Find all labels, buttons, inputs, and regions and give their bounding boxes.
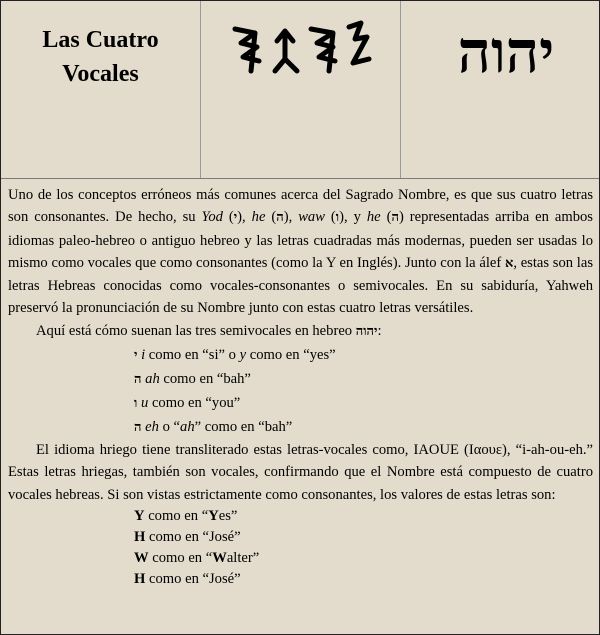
semivowels-intro-text: Aquí está cómo suenan las tres semivocales en hebreo: [36, 322, 356, 339]
consonant-letter: Y: [134, 507, 145, 524]
list-item: [134, 343, 593, 367]
consonant-pre: como en “: [148, 507, 209, 524]
semivowel-desc-alt: como en “yes”: [249, 347, 336, 364]
semivowel-char: י: [134, 348, 138, 364]
he-char-1: ה: [276, 210, 284, 226]
semivowels-intro-colon: :: [377, 322, 382, 339]
semivowel-char: ה: [134, 372, 142, 388]
intro-paragraph: Uno de los conceptos erróneos más comunes acerca del Sagrado Nombre, es que sus cuatro letras son consonantes. De hecho, su Yod (י), he (ה), waw (ו), y he (ה) representadas arriba en ambos idiomas paleo-hebreo o antiguo hebreo y las letras cuadradas más modernas, pueden ser usadas lo mismo como vocales que como consonantes (como la Y en Inglés). Junto con la álef א, estas son las letras Hebreas conocidas como vocales-consonantes o semivocales. En su sabiduría, Yahweh preservó la pronunciación de su Nombre junto con estas cuatro letras versátiles.: [8, 187, 593, 317]
hebrew-tetragrammaton: יהוה: [457, 18, 555, 86]
greek-paragraph: El idioma hriego tiene transliterado estas letras-vocales como, IAOUE (Ιαουε), “i-ah-ou-eh.” Estas letras hriegas, también son vocales, confirmando que el Nombre está compuesto de cuatro vocales hebreas. Si son vistas estrictamente como consonantes, los valores de estas letras son:: [8, 442, 593, 503]
semivowel-desc: como en “you”: [151, 395, 241, 412]
list-item: [134, 415, 593, 439]
yod-char: י: [233, 210, 238, 226]
title-line-2: Vocales: [62, 61, 139, 87]
list-item: [134, 367, 593, 391]
paleo-waw-glyph: [275, 31, 297, 71]
article-body: [8, 184, 593, 590]
consonant-letter: W: [134, 549, 149, 566]
intro-text-3: , estas son las letras Hebreas conocidas como vocales-consonantes o semivocales. En su sabiduría, Yahweh preservó la pronunciación de su Nombre junto con estas cuatro letras versátiles.: [8, 254, 593, 317]
alef-char: א: [504, 255, 514, 271]
paleo-he-glyph-1: [235, 29, 259, 71]
waw-char: ו: [335, 210, 340, 226]
he-word-2: he: [366, 209, 381, 226]
semivowel-list: [8, 343, 593, 439]
title-cell: [1, 1, 201, 178]
semivowel-roman: eh: [145, 419, 159, 436]
semivowels-intro: [8, 320, 593, 343]
list-item: [134, 548, 593, 569]
semivowel-desc: como en “bah”: [163, 371, 251, 388]
semivowel-roman-alt: y: [239, 347, 247, 364]
consonant-letter: H: [134, 528, 146, 545]
semivowel-desc: como en “si” o: [148, 347, 240, 364]
paleo-he-glyph-2: [311, 29, 335, 71]
paleo-hebrew-cell: [201, 1, 401, 178]
consonant-pre: como en “: [149, 570, 209, 587]
intro-text-1: Uno de los conceptos erróneos más comunes acerca del Sagrado Nombre, es que sus cuatro letras son consonantes. De hecho, su: [8, 187, 593, 226]
consonant-word-rest: José”: [209, 570, 241, 587]
paleo-hebrew-glyphs: [221, 19, 381, 79]
yod-word: Yod: [201, 209, 223, 226]
consonant-word-rest: José”: [209, 528, 241, 545]
semivowel-char: ו: [134, 396, 138, 412]
consonant-letter: H: [134, 570, 146, 587]
consonant-word-rest: alter”: [226, 549, 260, 566]
semivowel-desc-alt: ” como en “bah”: [194, 419, 293, 436]
semivowel-roman-alt: ah: [180, 419, 195, 436]
semivowel-roman: ah: [145, 371, 160, 388]
header-table: [1, 1, 599, 179]
waw-word: waw: [298, 209, 325, 226]
hebrew-cell: [401, 1, 599, 178]
list-item: [134, 391, 593, 415]
intro-text-2: representadas arriba en ambos idiomas paleo-hebreo o antiguo hebreo y las letras cuadradas más modernas, pueden ser usadas lo mismo como vocales que como consonantes (como la Y en Inglés). Junto con la álef: [8, 209, 593, 271]
title-line-1: Las Cuatro: [42, 27, 159, 53]
consonant-word-initial: Y: [208, 507, 219, 524]
consonant-list: [8, 506, 593, 590]
list-item: [134, 527, 593, 548]
list-item: [134, 569, 593, 590]
he-char-2: ה: [391, 210, 399, 226]
consonant-pre: como en “: [149, 528, 209, 545]
consonant-word-initial: W: [212, 549, 227, 566]
paleo-yod-glyph: [349, 23, 369, 63]
he-word-1: he: [251, 209, 266, 226]
semivowel-roman: i: [141, 347, 146, 364]
semivowel-desc: o “: [162, 419, 181, 436]
semivowels-intro-name: יהוה: [355, 323, 378, 339]
semivowel-roman: u: [140, 395, 149, 412]
page-title: [1, 23, 200, 91]
semivowel-char: ה: [134, 420, 142, 436]
consonant-word-rest: es”: [218, 507, 238, 524]
consonant-pre: como en “: [152, 549, 213, 566]
list-item: [134, 506, 593, 527]
